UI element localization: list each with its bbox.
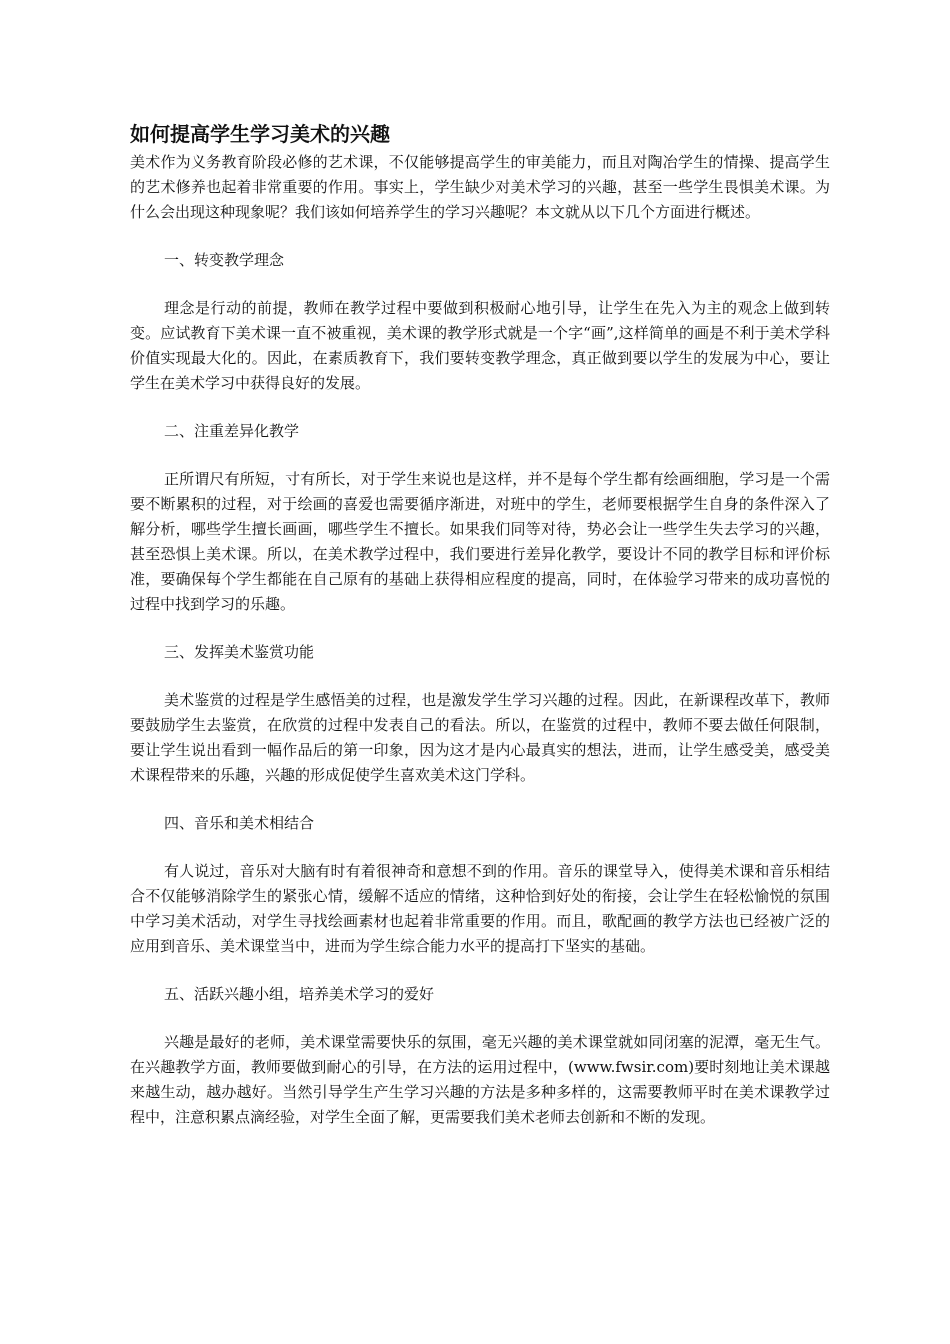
spacer — [130, 788, 830, 811]
section-body-5: 兴趣是最好的老师，美术课堂需要快乐的氛围，毫无兴趣的美术课堂就如同闭塞的泥潭，毫无生气。在兴趣教学方面，教师要做到耐心的引导，在方法的运用过程中，(www.fwsir.com)要时刻地让美术课越来越生动，越办越好。当然引导学生产生学习兴趣的方法是多种多样的，这需要教师平时在美术课教学过程中，注意积累点滴经验，对学生全面了解，更需要我们美术老师去创新和不断的发现。 — [130, 1033, 830, 1126]
spacer — [130, 225, 830, 248]
section-heading-4: 四、音乐和美术相结合 — [164, 814, 315, 832]
section-body-3: 美术鉴赏的过程是学生感悟美的过程，也是激发学生学习兴趣的过程。因此，在新课程改革下，教师要鼓励学生去鉴赏，在欣赏的过程中发表自己的看法。所以，在鉴赏的过程中，教师不要去做任何限制，要让学生说出看到一幅作品后的第一印象，因为这才是内心最真实的想法，进而，让学生感受美，感受美术课程带来的乐趣，兴趣的形成促使学生喜欢美术这门学科。 — [130, 691, 830, 784]
spacer — [130, 617, 830, 640]
spacer — [130, 444, 830, 467]
section-heading-3: 三、发挥美术鉴赏功能 — [164, 643, 315, 661]
section-body-4: 有人说过，音乐对大脑有时有着很神奇和意想不到的作用。音乐的课堂导入，使得美术课和音乐相结合不仅能够消除学生的紧张心情，缓解不适应的情绪，这种恰到好处的衔接，会让学生在轻松愉悦的氛围中学习美术活动，对学生寻找绘画素材也起着非常重要的作用。而且，歌配画的教学方法也已经被广泛的应用到音乐、美术课堂当中，进而为学生综合能力水平的提高打下坚实的基础。 — [130, 862, 830, 955]
section-heading-2: 二、注重差异化教学 — [164, 422, 300, 440]
section-heading-1: 一、转变教学理念 — [164, 251, 285, 269]
spacer — [130, 959, 830, 982]
section-body-1: 理念是行动的前提，教师在教学过程中要做到积极耐心地引导，让学生在先入为主的观念上做到转变。应试教育下美术课一直不被重视，美术课的教学形式就是一个字“画”,这样简单的画是不利于美术学科价值实现最大化的。因此，在素质教育下，我们要转变教学理念，真正做到要以学生的发展为中心，要让学生在美术学习中获得良好的发展。 — [130, 299, 830, 392]
spacer — [130, 836, 830, 859]
spacer — [130, 665, 830, 688]
section-heading-5: 五、活跃兴趣小组，培养美术学习的爱好 — [164, 985, 435, 1003]
spacer — [130, 396, 830, 419]
document-title: 如何提高学生学习美术的兴趣 — [130, 122, 390, 146]
section-body-2: 正所谓尺有所短，寸有所长，对于学生来说也是这样，并不是每个学生都有绘画细胞，学习是一个需要不断累积的过程，对于绘画的喜爱也需要循序渐进，对班中的学生，老师要根据学生自身的条件深入了解分析，哪些学生擅长画画，哪些学生不擅长。如果我们同等对待，势必会让一些学生失去学习的兴趣，甚至恐惧上美术课。所以，在美术教学过程中，我们要进行差异化教学，要设计不同的教学目标和评价标准，要确保每个学生都能在自己原有的基础上获得相应程度的提高，同时，在体验学习带来的成功喜悦的过程中找到学习的乐趣。 — [130, 470, 830, 613]
document-page — [130, 120, 830, 1130]
intro-paragraph: 美术作为义务教育阶段必修的艺术课，不仅能够提高学生的审美能力，而且对陶冶学生的情操、提高学生的艺术修养也起着非常重要的作用。事实上，学生缺少对美术学习的兴趣，甚至一些学生畏惧美术课。为什么会出现这种现象呢？我们该如何培养学生的学习兴趣呢？本文就从以下几个方面进行概述。 — [130, 153, 830, 221]
spacer — [130, 1007, 830, 1030]
spacer — [130, 273, 830, 296]
